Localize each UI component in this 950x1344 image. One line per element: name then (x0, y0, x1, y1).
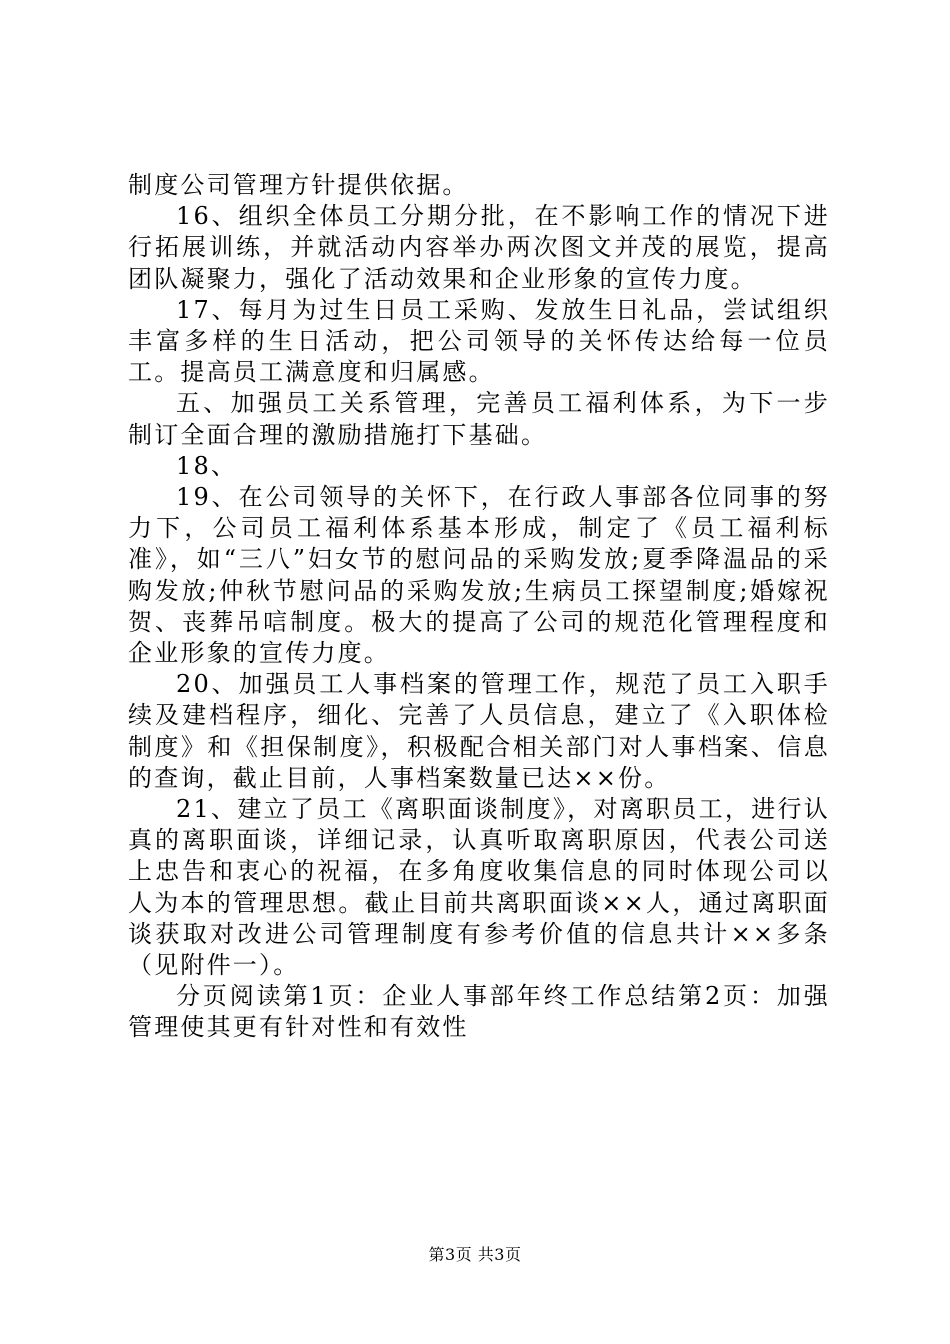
paragraph-item-21: 21、建立了员工《离职面谈制度》，对离职员工，进行认真的离职面谈，详细记录，认真听取离职原因，代表公司送上忠告和衷心的祝福，在多角度收集信息的同时体现公司以人为本的管理思想。截止目前共离职面谈××人，通过离职面谈获取对改进公司管理制度有参考价值的信息共计××多条（见附件一）。 (128, 795, 830, 980)
paragraph-item-18: 18、 (176, 451, 238, 480)
pagination-reading-note: 分页阅读第1页：企业人事部年终工作总结第2页：加强管理使其更有针对性和有效性 (128, 982, 830, 1042)
paragraph-item-19: 19、在公司领导的关怀下，在行政人事部各位同事的努力下，公司员工福利体系基本形成，制定了《员工福利标准》，如“三八”妇女节的慰问品的采购发放;夏季降温品的采购发放;仲秋节慰问品的采购发放;生病员工探望制度;婚嫁祝贺、丧葬吊唁制度。极大的提高了公司的规范化管理程度和企业形象的宣传力度。 (128, 483, 830, 668)
page-number-footer: 第3页 共3页 (428, 1245, 522, 1264)
document-body (128, 170, 830, 1044)
paragraph-item-20: 20、加强员工人事档案的管理工作，规范了员工入职手续及建档程序，细化、完善了人员信息，建立了《入职体检制度》和《担保制度》，积极配合相关部门对人事档案、信息的查询，截止目前，人事档案数量已达××份。 (128, 670, 830, 792)
paragraph-continuation: 制度公司管理方针提供依据。 (128, 171, 469, 199)
paragraph-item-16: 16、组织全体员工分期分批，在不影响工作的情况下进行拓展训练，并就活动内容举办两次图文并茂的展览，提高团队凝聚力，强化了活动效果和企业形象的宣传力度。 (128, 202, 830, 293)
paragraph-item-17: 17、每月为过生日员工采购、发放生日礼品，尝试组织丰富多样的生日活动，把公司领导的关怀传达给每一位员工。提高员工满意度和归属感。 (128, 295, 830, 387)
section-heading-five: 五、加强员工关系管理，完善员工福利体系，为下一步制订全面合理的激励措施打下基础。 (128, 389, 830, 449)
